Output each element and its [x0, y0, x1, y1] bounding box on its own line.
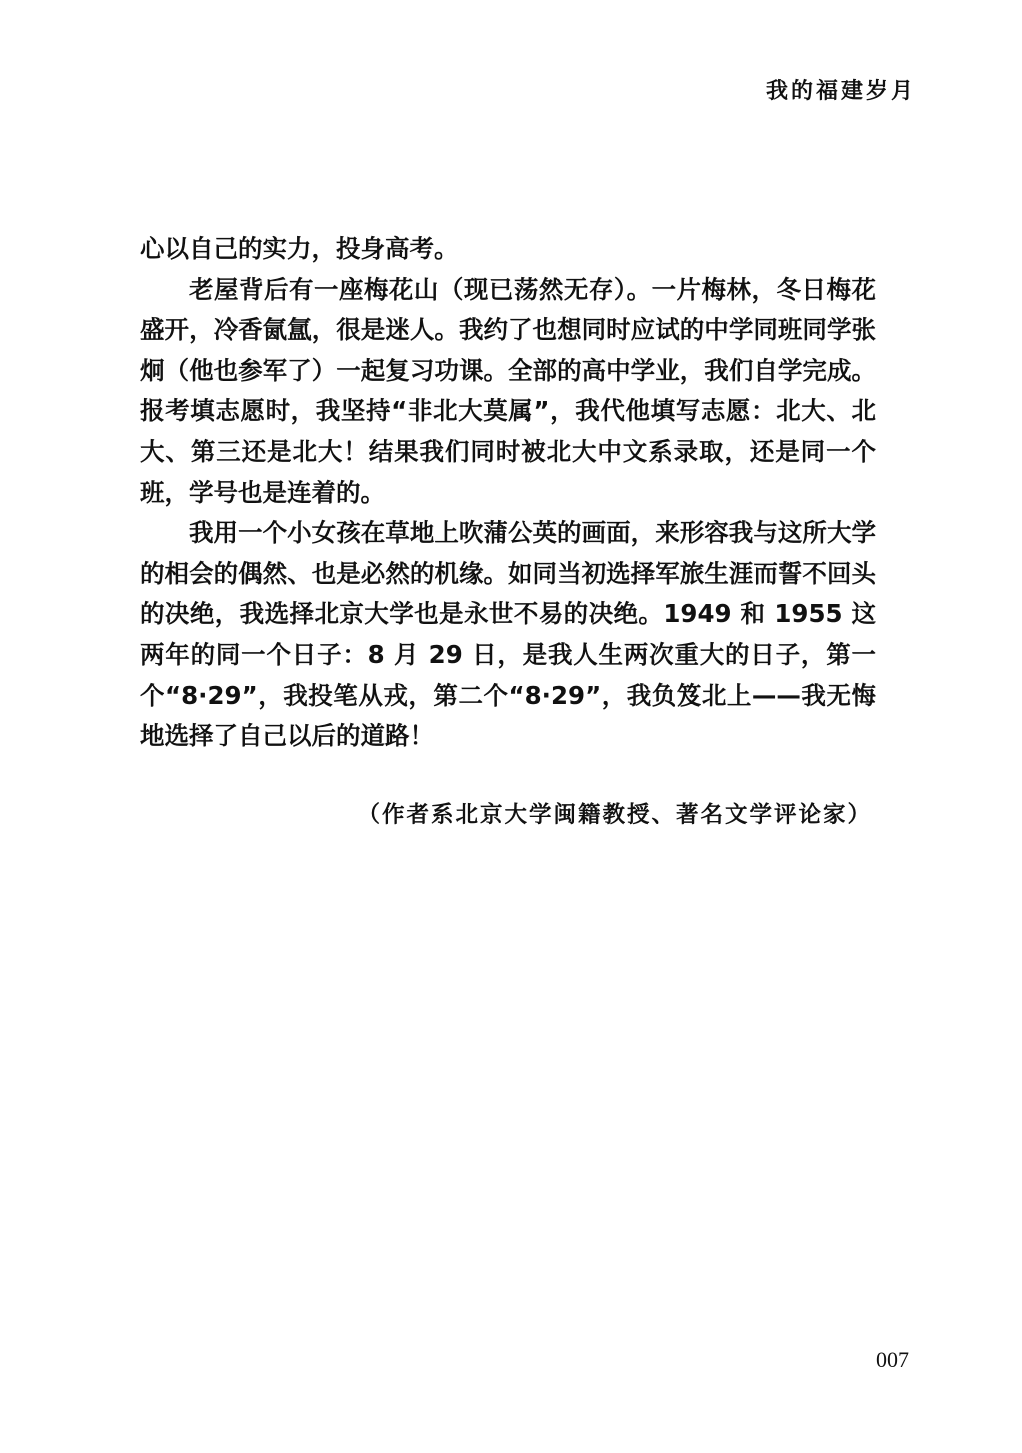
running-header-title: 我的福建岁月	[765, 78, 916, 104]
article-body	[140, 229, 876, 757]
paragraph-plum-mountain: 老屋背后有一座梅花山（现已荡然无存）。一片梅林，冬日梅花盛开，冷香氤氲，很是迷人。我约了也想同时应试的中学同班同学张炯（他也参军了）一起复习功课。全部的高中学业，我们自学完成。报考填志愿时，我坚持“非北大莫属”，我代他填写志愿：北大、北大、第三还是北大！结果我们同时被北大中文系录取，还是同一个班，学号也是连着的。	[140, 274, 876, 507]
author-note: （作者系北京大学闽籍教授、著名文学评论家）	[357, 802, 872, 828]
paragraph-continuation: 心以自己的实力，投身高考。	[140, 234, 459, 263]
paragraph-dandelion: 我用一个小女孩在草地上吹蒲公英的画面，来形容我与这所大学的相会的偶然、也是必然的机缘。如同当初选择军旅生涯而誓不回头的决绝，我选择北京大学也是永世不易的决绝。1949 和 1955 这两年的同一个日子：8 月 29 日，是我人生两次重大的日子，第一个“8·29”，我投笔从戎，第二个“8·29”，我负笈北上——我无悔地选择了自己以后的道路！	[140, 518, 876, 751]
page-number: 007	[876, 1347, 909, 1372]
